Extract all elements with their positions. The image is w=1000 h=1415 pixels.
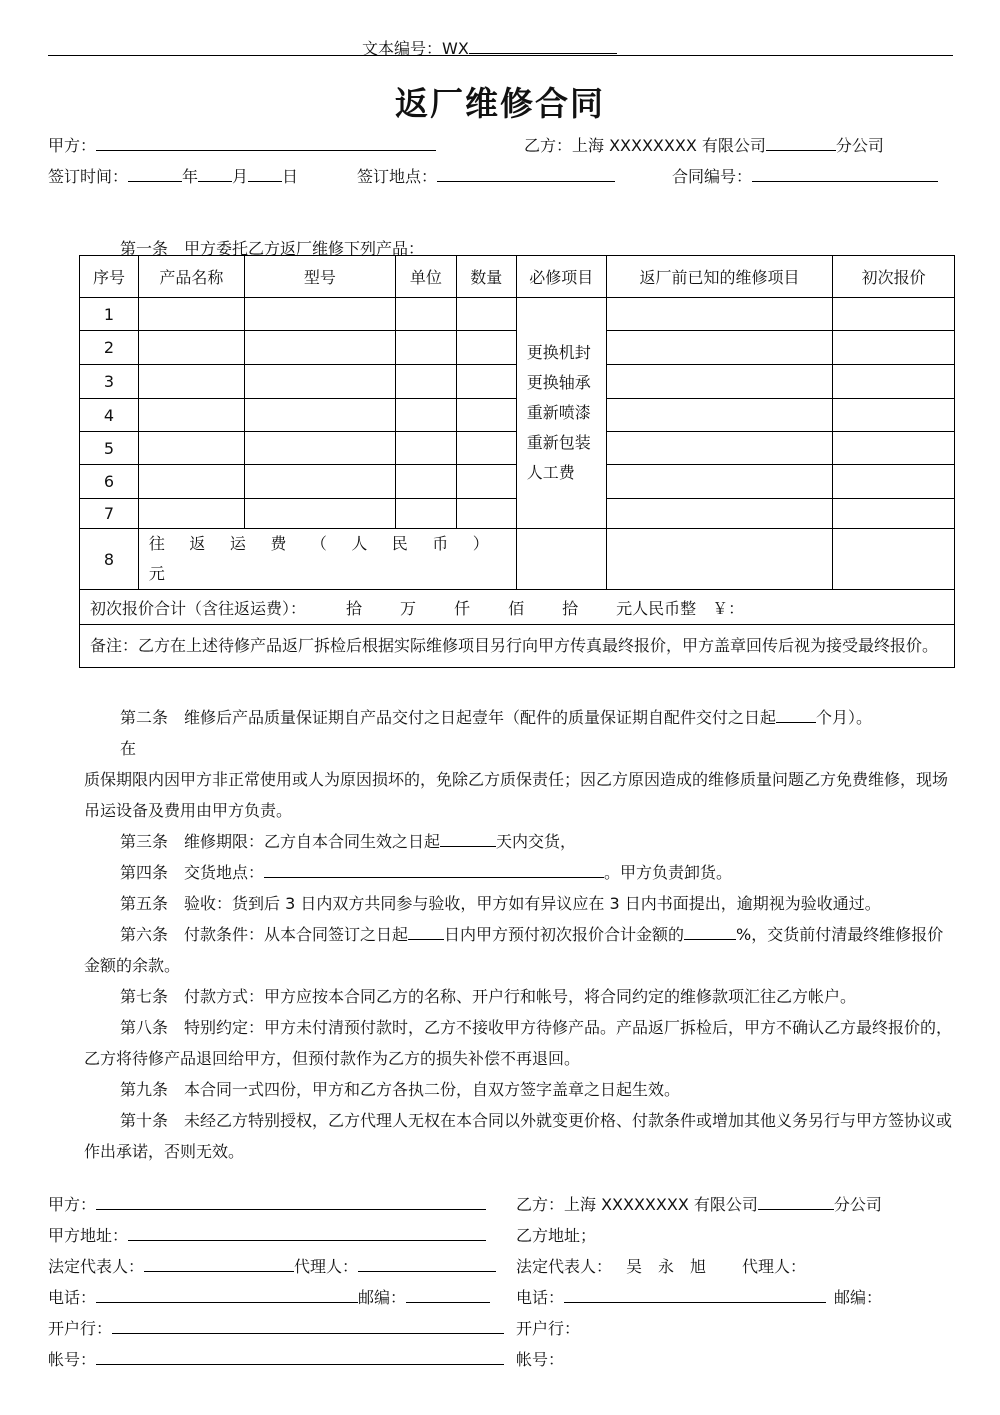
total-unit: 拾 bbox=[346, 598, 363, 618]
doc-number-field[interactable] bbox=[469, 39, 617, 54]
product-name-cell[interactable] bbox=[138, 399, 244, 432]
shipping-char: 往 bbox=[148, 534, 165, 553]
party-b-line bbox=[524, 133, 884, 156]
header-cell: 单位 bbox=[395, 256, 456, 298]
header-cell: 必修项目 bbox=[516, 256, 606, 298]
sig-b-party-suffix: 分公司 bbox=[833, 1195, 882, 1214]
note-row bbox=[80, 625, 955, 668]
sig-a-postcode-field[interactable] bbox=[406, 1288, 490, 1303]
required-item: 重新喷漆 bbox=[526, 403, 591, 422]
initial-quote-cell[interactable] bbox=[833, 529, 955, 590]
row-number: 6 bbox=[80, 465, 139, 499]
delivery-days-field[interactable] bbox=[440, 832, 496, 847]
row-number: 8 bbox=[80, 529, 139, 590]
header-divider bbox=[48, 55, 953, 56]
sign-year-field[interactable] bbox=[128, 167, 182, 182]
quantity-cell[interactable] bbox=[456, 499, 516, 529]
unit-cell[interactable] bbox=[395, 365, 456, 399]
model-cell[interactable] bbox=[244, 365, 395, 399]
sig-b-phone-field[interactable] bbox=[564, 1288, 826, 1303]
month-label: 月 bbox=[232, 167, 249, 186]
sign-time-line bbox=[48, 164, 298, 187]
sig-b-party-label: 乙方：上海 XXXXXXXX 有限公司 bbox=[516, 1195, 758, 1214]
total-label: 初次报价合计（含往返运费）： bbox=[90, 598, 307, 618]
article-10: 第十条 未经乙方特别授权，乙方代理人无权在本合同以外就变更价格、付款条件或增加其他义务另行与甲方签协议或作出承诺，否则无效。 bbox=[84, 1111, 953, 1161]
article-6-tail: %，交货前付清最终维修报价金额的余款。 bbox=[84, 925, 944, 975]
doc-number-label: 文本编号：WX bbox=[362, 39, 469, 58]
sig-b-party bbox=[516, 1192, 882, 1215]
delivery-place-field[interactable] bbox=[264, 863, 604, 878]
total-unit: 佰 bbox=[508, 598, 525, 618]
sig-b-account: 帐号： bbox=[516, 1350, 565, 1369]
article-6-body bbox=[84, 919, 954, 981]
article-8: 第八条 特别约定：甲方未付清预付款时，乙方不接收甲方待修产品。产品返厂拆检后，甲方不确认乙方最终报价的，乙方将待修产品退回给甲方，但预付款作为乙方的损失补偿不再退回。 bbox=[84, 1018, 953, 1068]
total-row bbox=[80, 590, 955, 625]
sig-b-address: 乙方地址； bbox=[516, 1226, 597, 1245]
sig-a-account-label: 帐号： bbox=[48, 1350, 97, 1369]
table-header-row bbox=[80, 256, 955, 298]
shipping-char: 费 bbox=[270, 534, 287, 553]
sig-a-legal bbox=[48, 1254, 496, 1277]
initial-quote-cell[interactable] bbox=[833, 499, 955, 529]
article-6-text: 第六条 付款条件：从本合同签订之日起 bbox=[120, 925, 409, 944]
article-1: 第一条 甲方委托乙方返厂维修下列产品： bbox=[120, 239, 425, 258]
party-b-label: 乙方：上海 XXXXXXXX 有限公司 bbox=[524, 136, 766, 155]
product-name-cell[interactable] bbox=[138, 432, 244, 465]
total-tail: 元人民币整 ￥： bbox=[616, 598, 745, 618]
contract-no-label: 合同编号： bbox=[672, 167, 753, 186]
known-repair-cell[interactable] bbox=[606, 432, 832, 465]
sig-b-legal-name: 吴 永 旭 bbox=[626, 1257, 707, 1276]
day-label: 日 bbox=[282, 167, 299, 186]
sig-a-agent-label: 代理人： bbox=[294, 1257, 359, 1276]
party-b-branch-field[interactable] bbox=[766, 136, 836, 151]
article-5: 第五条 验收：货到后 3 日内双方共同参与验收，甲方如有异议应在 3 日内书面提出，逾期视为验收通过。 bbox=[120, 894, 881, 913]
sig-b-legal-label: 法定代表人： bbox=[516, 1257, 613, 1276]
sign-place-field[interactable] bbox=[437, 167, 615, 182]
unit-cell[interactable] bbox=[395, 331, 456, 365]
total-unit: 拾 bbox=[562, 598, 579, 618]
shipping-fee-cell bbox=[138, 529, 516, 590]
total-cell bbox=[80, 590, 955, 625]
year-label: 年 bbox=[182, 167, 199, 186]
unit-cell[interactable] bbox=[395, 432, 456, 465]
article-3-text: 第三条 维修期限：乙方自本合同生效之日起 bbox=[120, 832, 441, 851]
initial-quote-cell[interactable] bbox=[833, 465, 955, 499]
article-2-tail: 个月）。 bbox=[816, 708, 873, 727]
sig-a-party bbox=[48, 1192, 486, 1215]
prepay-percent-field[interactable] bbox=[684, 925, 736, 940]
article-6 bbox=[84, 919, 954, 981]
sig-b-bank: 开户行： bbox=[516, 1319, 581, 1338]
table-row bbox=[80, 298, 955, 331]
model-cell[interactable] bbox=[244, 399, 395, 432]
shipping-char: 民 bbox=[391, 534, 408, 553]
product-name-cell[interactable] bbox=[138, 331, 244, 365]
sig-b-legal bbox=[516, 1254, 806, 1277]
sign-month-field[interactable] bbox=[198, 167, 232, 182]
article-2-line3: 质保期限内因甲方非正常使用或人为原因损坏的，免除乙方质保责任；因乙方原因造成的维修质量问题乙方免费维修，现场吊运设备及费用由甲方负责。 bbox=[84, 770, 949, 820]
initial-quote-cell[interactable] bbox=[833, 432, 955, 465]
shipping-fee-tail: 元 bbox=[148, 564, 165, 583]
article-3 bbox=[84, 826, 990, 857]
model-cell[interactable] bbox=[244, 432, 395, 465]
article-2-line1 bbox=[84, 702, 954, 733]
sig-a-address-label: 甲方地址： bbox=[48, 1226, 129, 1245]
sig-a-postcode-label: 邮编： bbox=[358, 1288, 407, 1307]
product-name-cell[interactable] bbox=[138, 298, 244, 331]
shipping-char: 返 bbox=[189, 534, 206, 553]
unit-cell[interactable] bbox=[395, 499, 456, 529]
header-cell: 初次报价 bbox=[833, 256, 955, 298]
model-cell[interactable] bbox=[244, 298, 395, 331]
known-repair-cell[interactable] bbox=[606, 529, 832, 590]
quantity-cell[interactable] bbox=[456, 465, 516, 499]
total-unit: 仟 bbox=[454, 598, 471, 618]
note-cell: 备注：乙方在上述待修产品返厂拆检后根据实际维修项目另行向甲方传真最终报价，甲方盖章回传后视为接受最终报价。 bbox=[80, 625, 955, 668]
shipping-char: 币 bbox=[432, 534, 449, 553]
header-cell: 返厂前已知的维修项目 bbox=[606, 256, 832, 298]
article-9: 第九条 本合同一式四份，甲方和乙方各执二份，自双方签字盖章之日起生效。 bbox=[120, 1080, 681, 1099]
article-4-tail: 。甲方负责卸货。 bbox=[604, 863, 733, 882]
article-6-mid: 日内甲方预付初次报价合计金额的 bbox=[444, 925, 685, 944]
sig-a-legal-label: 法定代表人： bbox=[48, 1257, 145, 1276]
required-items-cell bbox=[516, 298, 606, 529]
header-cell: 产品名称 bbox=[138, 256, 244, 298]
shipping-char: （ bbox=[310, 534, 327, 553]
unit-cell[interactable] bbox=[395, 298, 456, 331]
sign-place-line bbox=[357, 164, 615, 187]
sig-a-phone bbox=[48, 1285, 490, 1308]
initial-quote-cell[interactable] bbox=[833, 331, 955, 365]
header-cell: 序号 bbox=[80, 256, 139, 298]
shipping-char: 运 bbox=[229, 534, 246, 553]
sig-a-account bbox=[48, 1347, 504, 1370]
row-number: 5 bbox=[80, 432, 139, 465]
article-2 bbox=[84, 702, 954, 826]
article-4 bbox=[84, 857, 990, 888]
article-2-text: 第二条 维修后产品质量保证期自产品交付之日起壹年（配件的质量保证期自配件交付之日起 bbox=[120, 708, 777, 727]
initial-quote-cell[interactable] bbox=[833, 365, 955, 399]
header-cell: 数量 bbox=[456, 256, 516, 298]
quantity-cell[interactable] bbox=[456, 432, 516, 465]
repair-items-table bbox=[79, 255, 955, 668]
sig-a-account-field[interactable] bbox=[96, 1350, 504, 1365]
total-unit: 万 bbox=[400, 598, 417, 618]
known-repair-cell[interactable] bbox=[606, 298, 832, 331]
shipping-fee-label bbox=[149, 529, 489, 559]
unit-cell[interactable] bbox=[395, 465, 456, 499]
product-name-cell[interactable] bbox=[138, 499, 244, 529]
known-repair-cell[interactable] bbox=[606, 399, 832, 432]
party-a-field[interactable] bbox=[96, 136, 436, 151]
sign-place-label: 签订地点： bbox=[357, 167, 438, 186]
row-number: 4 bbox=[80, 399, 139, 432]
row-number: 1 bbox=[80, 298, 139, 331]
unit-cell[interactable] bbox=[395, 399, 456, 432]
sig-b-phone-label: 电话： bbox=[516, 1288, 565, 1307]
required-items-blank-cell[interactable] bbox=[516, 529, 606, 590]
sig-a-party-label: 甲方： bbox=[48, 1195, 97, 1214]
model-cell[interactable] bbox=[244, 465, 395, 499]
sign-day-field[interactable] bbox=[248, 167, 282, 182]
contract-no-field[interactable] bbox=[752, 167, 938, 182]
sig-a-phone-label: 电话： bbox=[48, 1288, 97, 1307]
sig-b-postcode-label: 邮编： bbox=[834, 1288, 883, 1307]
sig-a-bank-field[interactable] bbox=[112, 1319, 504, 1334]
row-number: 2 bbox=[80, 331, 139, 365]
header-cell: 型号 bbox=[244, 256, 395, 298]
required-item: 更换轴承 bbox=[526, 373, 591, 392]
row-number: 3 bbox=[80, 365, 139, 399]
required-item: 人工费 bbox=[526, 463, 575, 482]
model-cell[interactable] bbox=[244, 331, 395, 365]
sig-a-address bbox=[48, 1223, 486, 1246]
sig-a-party-field[interactable] bbox=[96, 1195, 486, 1210]
product-name-cell[interactable] bbox=[138, 465, 244, 499]
initial-quote-cell[interactable] bbox=[833, 399, 955, 432]
sig-a-agent-field[interactable] bbox=[358, 1257, 496, 1272]
sig-a-phone-field[interactable] bbox=[96, 1288, 358, 1303]
shipping-char: 人 bbox=[351, 534, 368, 553]
party-a-line bbox=[48, 133, 436, 156]
sig-b-agent-label: 代理人： bbox=[742, 1257, 807, 1276]
sig-a-legal-field[interactable] bbox=[144, 1257, 294, 1272]
article-7: 第七条 付款方式：甲方应按本合同乙方的名称、开户行和帐号，将合同约定的维修款项汇往乙方帐户。 bbox=[120, 987, 857, 1006]
sign-time-label: 签订时间： bbox=[48, 167, 129, 186]
known-repair-cell[interactable] bbox=[606, 331, 832, 365]
party-b-suffix: 分公司 bbox=[835, 136, 884, 155]
shipping-row bbox=[80, 529, 955, 590]
initial-quote-cell[interactable] bbox=[833, 298, 955, 331]
sig-a-bank bbox=[48, 1316, 504, 1339]
quantity-cell[interactable] bbox=[456, 331, 516, 365]
article-2-line2: 在 bbox=[120, 739, 137, 758]
quantity-cell[interactable] bbox=[456, 298, 516, 331]
sig-a-address-field[interactable] bbox=[128, 1226, 486, 1241]
sig-b-phone bbox=[516, 1285, 882, 1308]
quantity-cell[interactable] bbox=[456, 399, 516, 432]
required-item: 更换机封 bbox=[526, 343, 591, 362]
known-repair-cell[interactable] bbox=[606, 499, 832, 529]
contract-no-line bbox=[672, 164, 938, 187]
quantity-cell[interactable] bbox=[456, 365, 516, 399]
row-number: 7 bbox=[80, 499, 139, 529]
contract-title: 返厂维修合同 bbox=[395, 84, 605, 123]
sig-b-branch-field[interactable] bbox=[758, 1195, 834, 1210]
sig-a-bank-label: 开户行： bbox=[48, 1319, 113, 1338]
known-repair-cell[interactable] bbox=[606, 465, 832, 499]
parts-warranty-months-field[interactable] bbox=[776, 708, 816, 723]
shipping-char: ） bbox=[472, 534, 489, 553]
required-item: 重新包装 bbox=[526, 433, 591, 452]
prepay-days-field[interactable] bbox=[408, 925, 444, 940]
model-cell[interactable] bbox=[244, 499, 395, 529]
known-repair-cell[interactable] bbox=[606, 365, 832, 399]
product-name-cell[interactable] bbox=[138, 365, 244, 399]
article-4-text: 第四条 交货地点： bbox=[120, 863, 265, 882]
party-a-label: 甲方： bbox=[48, 136, 97, 155]
article-3-tail: 天内交货， bbox=[496, 832, 577, 851]
